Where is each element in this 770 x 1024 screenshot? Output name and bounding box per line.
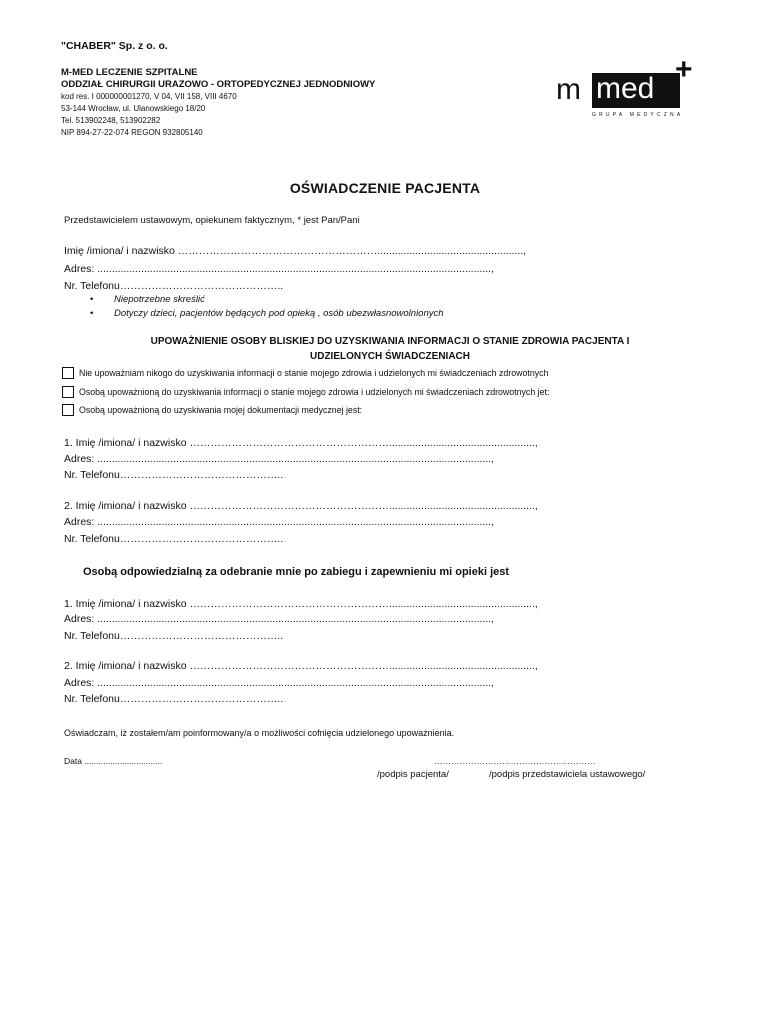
note-item [90, 308, 444, 319]
responsible-2-name-field[interactable]: 2. Imię /imiona/ i nazwisko ………………………………………………….................................................., [64, 660, 538, 672]
intro-text: Przedstawicielem ustawowym, opiekunem faktycznym, * jest Pan/Pani [64, 215, 360, 226]
signature-patient-label: /podpis pacjenta/ [377, 769, 449, 780]
company-name: "CHABER" Sp. z o. o. [61, 40, 168, 52]
checkbox-option[interactable] [62, 386, 549, 398]
registry-code: kod res. I 000000001270, V 04, VII 158, VIII 4670 [61, 92, 237, 101]
bullet-icon: • [90, 308, 94, 319]
checkbox[interactable] [62, 367, 74, 379]
mmed-logo [556, 53, 706, 120]
authorization-title-line-2: UDZIELONYCH ŚWIADCZENIACH [310, 351, 470, 362]
authorized-2-name-field[interactable]: 2. Imię /imiona/ i nazwisko ………………………………………………….................................................., [64, 500, 538, 512]
representative-phone-field[interactable]: Nr. Telefonu……………………………………….. [64, 280, 284, 292]
hospital-address: 53-144 Wrocław, ul. Ulanowskiego 18/20 [61, 104, 206, 113]
hospital-nip-regon: NIP 894-27-22-074 REGON 932805140 [61, 128, 203, 137]
hospital-name: M-MED LECZENIE SZPITALNE [61, 67, 198, 78]
logo-med: med [596, 72, 655, 105]
bullet-icon: • [90, 294, 94, 305]
authorized-2-address-field[interactable]: Adres: ......................................................................................................................................., [64, 516, 495, 528]
responsible-1-phone-field[interactable]: Nr. Telefonu……………………………………….. [64, 630, 284, 642]
representative-name-field[interactable]: Imię /imiona/ i nazwisko ………………………………………………….................................................., [64, 245, 527, 257]
checkbox-option[interactable] [62, 367, 548, 379]
date-field[interactable]: Data ................................. [64, 756, 163, 766]
checkbox[interactable] [62, 386, 74, 398]
representative-address-field[interactable]: Adres: ......................................................................................................................................., [64, 263, 495, 275]
checkbox-label: Osobą upoważnioną do uzyskiwania mojej dokumentacji medycznej jest: [79, 405, 363, 415]
checkbox-label: Nie upoważniam nikogo do uzyskiwania informacji o stanie mojego zdrowia i udzielonych mi świadczeniach zdrowotnych [79, 368, 549, 378]
note-item [90, 294, 205, 305]
authorized-1-name-field[interactable]: 1. Imię /imiona/ i nazwisko ………………………………………………….................................................., [64, 437, 538, 449]
authorization-section-title [100, 334, 680, 364]
document-header [61, 40, 481, 139]
signature-representative-label: /podpis przedstawiciela ustawowego/ [489, 769, 646, 780]
checkbox-label: Osobą upoważnioną do uzyskiwania informacji o stanie mojego zdrowia i udzielonych mi świadczeniach zdrowotnych jet: [79, 387, 550, 397]
responsible-2-phone-field[interactable]: Nr. Telefonu……………………………………….. [64, 693, 284, 705]
department-name: ODDZIAŁ CHIRURGII URAZOWO - ORTOPEDYCZNEJ JEDNODNIOWY [61, 79, 376, 90]
logo-plus-icon: + [675, 53, 693, 86]
checkbox[interactable] [62, 404, 74, 416]
document-title: OŚWIADCZENIE PACJENTA [289, 180, 481, 196]
responsible-2-address-field[interactable]: Adres: ......................................................................................................................................., [64, 677, 495, 689]
note-text: Dotyczy dzieci, pacjentów będących pod opieką , osób ubezwłasnowolnionych [114, 308, 444, 319]
note-text: Niepotrzebne skreślić [114, 294, 205, 305]
checkbox-option[interactable] [62, 404, 362, 416]
responsible-1-name-field[interactable]: 1. Imię /imiona/ i nazwisko ………………………………………………….................................................., [64, 598, 538, 610]
responsible-section-title: Osobą odpowiedzialną za odebranie mnie po zabiegu i zapewnieniu mi opieki jest [83, 566, 510, 578]
declaration-text: Oświadczam, iż zostałem/am poinformowany/a o możliwości cofnięcia udzielonego upoważnienia. [64, 728, 455, 738]
signature-line[interactable]: ………………………………………………… [434, 756, 596, 766]
authorized-2-phone-field[interactable]: Nr. Telefonu……………………………………….. [64, 533, 284, 545]
responsible-1-address-field[interactable]: Adres: ......................................................................................................................................., [64, 613, 495, 625]
logo-subtitle: GRUPA MEDYCZNA [592, 112, 684, 118]
authorization-title-line-1: UPOWAŻNIENIE OSOBY BLISKIEJ DO UZYSKIWANIA INFORMACJI O STANIE ZDROWIA PACJENTA I [150, 336, 630, 347]
authorized-1-phone-field[interactable]: Nr. Telefonu……………………………………….. [64, 469, 284, 481]
hospital-phone: Tel. 513902248, 513902282 [61, 116, 161, 125]
logo-m: m [556, 73, 582, 106]
authorized-1-address-field[interactable]: Adres: ......................................................................................................................................., [64, 453, 495, 465]
